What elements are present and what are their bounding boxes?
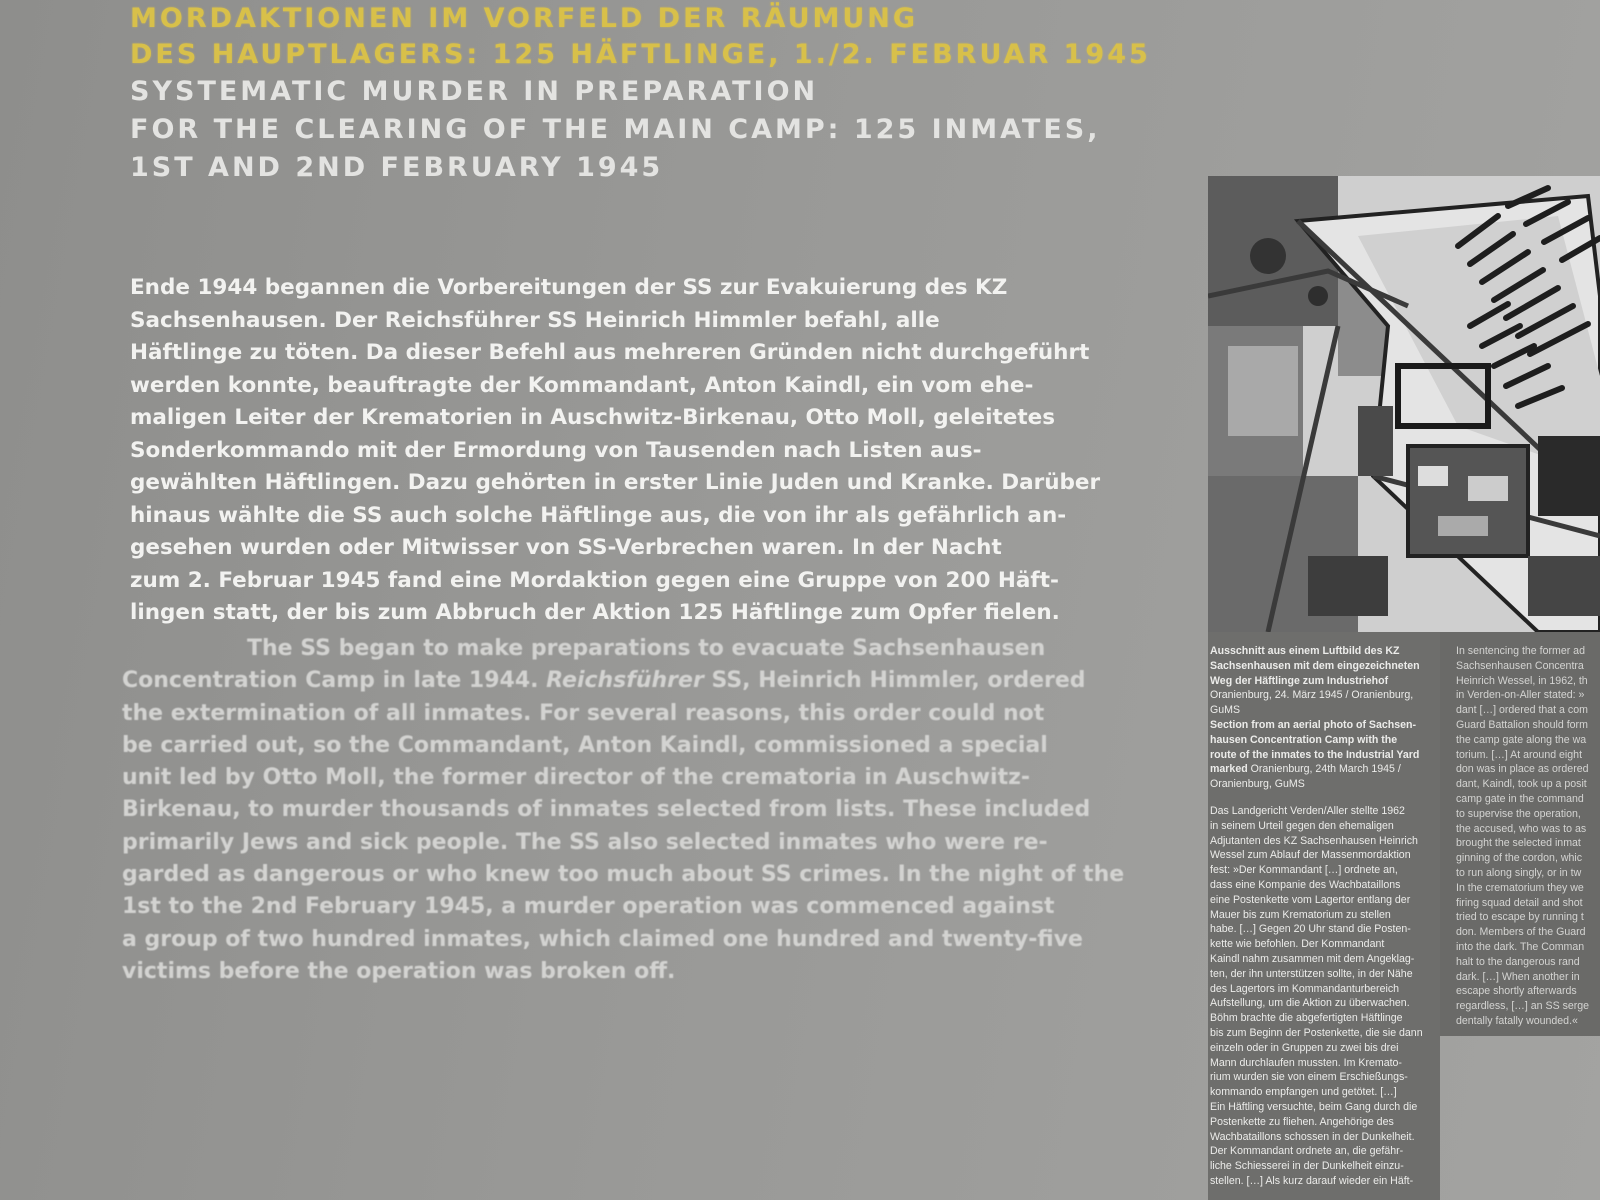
body-en-line: garded as dangerous or who knew too much about SS crimes. In the night of the [122, 862, 1125, 888]
quote-en-line: escape shortly afterwards [1456, 985, 1577, 998]
body-en-line [122, 665, 1102, 697]
body-en-text: SS, Heinrich Himmler, ordered [703, 668, 1086, 694]
quote-de-line: Aufstellung, um die Aktion zu überwachen. [1210, 997, 1410, 1010]
title-en-line-1: SYSTEMATIC MURDER IN PREPARATION [130, 76, 819, 107]
quote-de-line: Das Landgericht Verden/Aller stellte 1962 [1210, 804, 1405, 817]
body-text-german [130, 272, 1101, 630]
caption-spacer [1210, 792, 1440, 804]
body-en-line: victims before the operation was broken off. [122, 958, 676, 984]
quote-en-line: the camp gate along the wa [1456, 733, 1587, 746]
body-en-line: 1st to the 2nd February 1945, a murder operation was commenced against [122, 894, 1055, 920]
quote-de-line: des Lagertors im Kommandanturbereich [1210, 982, 1400, 995]
caption-panel [1208, 632, 1440, 1200]
body-de-line: werden konnte, beauftragte der Kommandant, Anton Kaindl, ein vom ehe- [130, 372, 1034, 398]
quote-en-line: the accused, who was to as [1456, 822, 1587, 835]
body-de-line: hinaus wählte die SS auch solche Häftlinge aus, die von ihr als gefährlich an- [130, 502, 1067, 528]
quote-de-line: liche Schiesserei in der Dunkelheit einzu- [1210, 1160, 1404, 1173]
body-de-line: lingen statt, der bis zum Abbruch der Aktion 125 Häftlinge zum Opfer fielen. [130, 600, 1060, 625]
quote-en-line: ginning of the cordon, whic [1456, 852, 1583, 865]
quote-en-line: in Verden-on-Aller stated: » [1456, 689, 1585, 702]
body-en-line: Birkenau, to murder thousands of inmates selected from lists. These included [122, 797, 1091, 823]
body-de-line: Ende 1944 begannen die Vorbereitungen der SS zur Evakuierung des KZ [130, 275, 1008, 300]
quote-de-line: kette wie befohlen. Der Kommandant [1210, 938, 1385, 951]
caption-de-source-line: GuMS [1210, 704, 1241, 717]
quote-en-line: Guard Battalion should form [1456, 718, 1588, 731]
quote-en-line: halt to the dangerous rand [1456, 955, 1580, 968]
body-en-line: primarily Jews and sick people. The SS also selected inmates who were re- [122, 829, 1048, 855]
quote-de-line: Der Kommandant ordnete an, die gefähr- [1210, 1145, 1404, 1158]
body-de-line: gewählten Häftlingen. Dazu gehörten in erster Linie Juden und Kranke. Darüber [130, 470, 1101, 495]
title-de-line-1: MORDAKTIONEN IM VORFELD DER RÄUMUNG [130, 3, 919, 34]
quote-en-line: firing squad detail and shot [1456, 896, 1583, 909]
quote-en-line: dentally fatally wounded.« [1456, 1014, 1578, 1027]
title-en-line-2: FOR THE CLEARING OF THE MAIN CAMP: 125 INMATES, [130, 114, 1101, 145]
quote-de-line: rium wurden sie von einem Erschießungs- [1210, 1071, 1408, 1084]
quote-de-line: in seinem Urteil gegen den ehemaligen [1210, 819, 1394, 832]
quote-de-line: fest: »Der Kommandant […] ordnete an, [1210, 864, 1398, 877]
quote-en-line: tried to escape by running t [1456, 911, 1584, 924]
quote-de-line: Postenkette zu fliehen. Angehörige des [1210, 1115, 1394, 1128]
quote-en-line: In the crematorium they we [1456, 881, 1584, 894]
body-en-line: the extermination of all inmates. For several reasons, this order could not [122, 700, 1045, 726]
quote-de-line: Böhm brachte die abgefertigten Häftlinge [1210, 1012, 1403, 1025]
quote-de-line: dass eine Kompanie des Wachbataillons [1210, 878, 1401, 891]
quote-de-line: Ein Häftling versuchte, beim Gang durch die [1210, 1100, 1418, 1113]
caption-de-title-line: Ausschnitt aus einem Luftbild des KZ [1210, 645, 1400, 657]
quote-en-line: into the dark. The Comman [1456, 940, 1585, 953]
quote-en-line: Sachsenhausen Concentra [1456, 659, 1584, 672]
body-de-line: maligen Leiter der Krematorien in Auschwitz-Birkenau, Otto Moll, geleitetes [130, 405, 1056, 430]
body-en-line: unit led by Otto Moll, the former director of the crematoria in Auschwitz- [122, 765, 1031, 791]
quote-en-line: don. Members of the Guard [1456, 926, 1586, 939]
body-de-line: Sachsenhausen. Der Reichsführer SS Heinrich Himmler befahl, alle [130, 307, 940, 333]
quote-de-line: Mann durchlaufen mussten. Im Kremato- [1210, 1056, 1402, 1069]
quote-en-line: In sentencing the former ad [1456, 645, 1585, 657]
quote-de-line: Wessel zum Ablauf der Massenmordaktion [1210, 849, 1411, 862]
quote-de-line: Kaindl nahm zusammen mit dem Angeklag- [1210, 952, 1415, 965]
caption-en-title-line: Section from an aerial photo of Sachsen- [1210, 718, 1417, 731]
body-de-line: gesehen wurden oder Mitwisser von SS-Verbrechen waren. In der Nacht [130, 535, 1002, 560]
title-de-line-2: DES HAUPTLAGERS: 125 HÄFTLINGE, 1./2. FEBRUAR 1945 [130, 39, 1151, 70]
body-de-line: zum 2. Februar 1945 fand eine Mordaktion gegen eine Gruppe von 200 Häft- [130, 567, 1059, 593]
title-en-line-3: 1ST AND 2ND FEBRUARY 1945 [130, 152, 664, 183]
caption-en-source-line: Oranienburg, GuMS [1210, 778, 1305, 791]
quote-en-line: dant, Kaindl, took up a posit [1456, 778, 1587, 791]
body-en-italic-term: Reichsführer [546, 668, 704, 694]
body-en-text: Concentration Camp in late 1944. [122, 668, 547, 694]
quote-en-line: dark. […] When another in [1456, 970, 1580, 983]
caption-en-title-line: hausen Concentration Camp with the [1210, 733, 1398, 746]
quote-en-line: to supervise the operation, [1456, 807, 1581, 820]
quote-en-line: regardless, […] an SS serge [1456, 1000, 1590, 1013]
quote-de-line: habe. […] Gegen 20 Uhr stand die Posten- [1210, 923, 1411, 936]
quote-de-line: Mauer bis zum Krematorium zu stellen [1210, 908, 1391, 921]
caption-de-title-line: Sachsenhausen mit dem eingezeichneten [1210, 659, 1420, 672]
caption-de-source-line: Oranienburg, 24. März 1945 / Oranienburg, [1210, 689, 1414, 702]
quote-en-line: don was in place as ordered [1456, 763, 1589, 776]
body-text-english [122, 633, 1125, 988]
body-de-line: Häftlinge zu töten. Da dieser Befehl aus mehreren Gründen nicht durchgeführt [130, 340, 1090, 365]
quote-en-line: torium. […] At around eight [1456, 748, 1583, 761]
quote-de-line: stellen. […] Als kurz darauf wieder ein Häft- [1210, 1174, 1414, 1187]
quote-de-line: eine Postenkette vom Lagertor entlang der [1210, 893, 1411, 906]
body-en-line: The SS began to make preparations to evacuate Sachsenhausen [247, 636, 1046, 661]
quote-en-line: camp gate in the command [1456, 792, 1584, 805]
quote-de-line: Wachbataillons schossen in der Dunkelheit. [1210, 1130, 1415, 1143]
quote-de-line: ten, der ihn unterstützen sollte, in der Nähe [1210, 967, 1413, 980]
aerial-photo [1208, 176, 1600, 632]
quote-de-line: kommando empfangen und getötet. […] [1210, 1086, 1397, 1099]
caption-en-title-line: route of the inmates to the Industrial Yard [1210, 748, 1420, 761]
body-en-line: be carried out, so the Commandant, Anton Kaindl, commissioned a special [122, 732, 1048, 758]
quote-english-panel [1440, 632, 1600, 1036]
caption-de-title-line: Weg der Häftlinge zum Industriehof [1210, 674, 1389, 687]
quote-en-line: brought the selected inmat [1456, 837, 1581, 850]
exhibit-title [130, 0, 1210, 187]
quote-de-line: bis zum Beginn der Postenkette, die sie dann [1210, 1026, 1423, 1039]
caption-en-source-inline: Oranienburg, 24th March 1945 / [1247, 763, 1401, 776]
quote-en-line: Heinrich Wessel, in 1962, th [1456, 674, 1588, 687]
quote-en-line: to run along singly, or in tw [1456, 866, 1582, 879]
quote-en-line: dant […] ordered that a com [1456, 704, 1588, 717]
quote-de-line: einzeln oder in Gruppen zu zwei bis drei [1210, 1041, 1399, 1054]
quote-de-line: Adjutanten des KZ Sachsenhausen Heinrich [1210, 834, 1418, 847]
body-en-line: a group of two hundred inmates, which claimed one hundred and twenty-five [122, 926, 1083, 952]
caption-en-title-end: marked [1210, 763, 1248, 776]
caption-en-mixed-line [1210, 762, 1440, 777]
body-de-line: Sonderkommando mit der Ermordung von Tausenden nach Listen aus- [130, 437, 982, 463]
